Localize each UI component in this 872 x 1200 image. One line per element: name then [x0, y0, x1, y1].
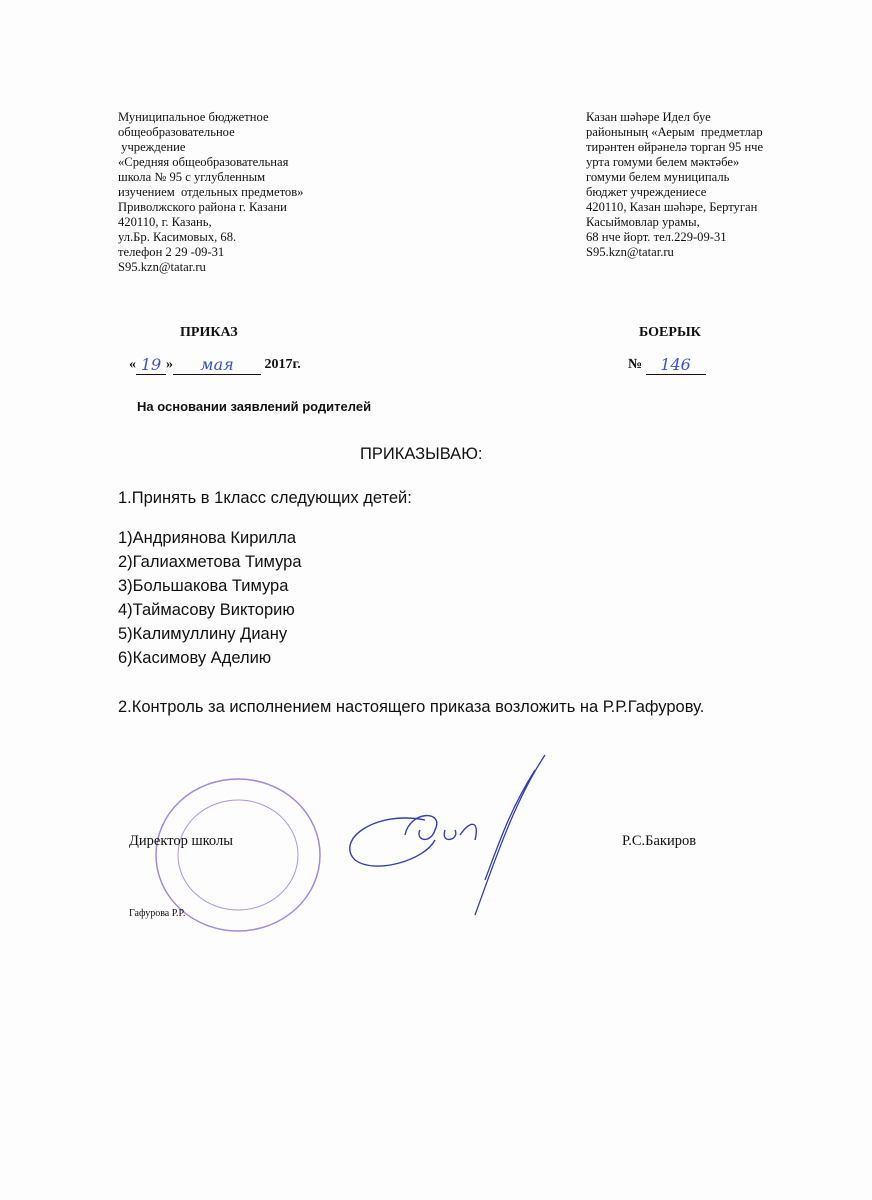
order-number — [628, 355, 706, 375]
list-item: 1)Андриянова Кирилла — [118, 529, 297, 547]
header-left-line: телефон 2 29 -09-31 — [118, 245, 225, 259]
item-1: 1.Принять в 1класс следующих детей: — [118, 489, 412, 507]
header-left-line: учреждение — [118, 140, 186, 154]
list-item: 5)Калимуллину Диану — [118, 625, 288, 643]
header-left-line: S95.kzn@tatar.ru — [118, 260, 206, 274]
header-left-block — [118, 110, 303, 275]
header-left-line: «Средняя общеобразовательная — [118, 155, 289, 169]
date-year: 2017г. — [264, 357, 301, 372]
header-right-line: 420110, Казан шәһәре, Бертуган — [586, 200, 758, 214]
header-right-line: тирәнтен өйрәнелә торган 95 нче — [586, 140, 764, 154]
header-right-line: Касыймовлар урамы, — [586, 215, 700, 229]
date-day: 19 — [136, 356, 166, 375]
signature-name: Р.С.Бакиров — [622, 833, 697, 849]
header-right-line: Казан шәһәре Идел буе — [586, 110, 711, 124]
order-date — [129, 355, 301, 375]
basis-text: На основании заявлений родителей — [137, 399, 372, 414]
quote: « — [129, 357, 136, 372]
number-value: 146 — [646, 356, 706, 375]
order-word: ПРИКАЗЫВАЮ: — [360, 445, 483, 463]
item-2: 2.Контроль за исполнением настоящего приказа возложить на Р.Р.Гафурову. — [118, 698, 705, 716]
list-item: 4)Таймасову Викторию — [118, 601, 295, 619]
header-right-line: районының «Аерым предметлар — [586, 125, 763, 139]
header-right-line: бюджет учреждениесе — [586, 185, 707, 199]
header-left-line: общеобразовательное — [118, 125, 235, 139]
list-item: 2)Галиахметова Тимура — [118, 553, 302, 571]
header-left-line: 420110, г. Казань, — [118, 215, 212, 229]
list-item: 6)Касимову Аделию — [118, 649, 272, 667]
title-boeryk: БОЕРЫК — [639, 325, 701, 340]
header-right-line: гомуми белем муниципаль — [586, 170, 730, 184]
header-left-line: ул.Бр. Касимовых, 68. — [118, 230, 237, 244]
header-right-block — [586, 110, 763, 260]
header-left-line: изучением отдельных предметов» — [118, 185, 304, 199]
header-right-line: урта гомуми белем мәктәбе» — [586, 155, 740, 169]
header-right-line: 68 нче йорт. тел.229-09-31 — [586, 230, 727, 244]
signature-mark — [335, 750, 565, 920]
children-list — [118, 526, 302, 670]
title-prikaz: ПРИКАЗ — [180, 325, 238, 340]
header-left-line: Приволжского района г. Казани — [118, 200, 287, 214]
signature-position: Директор школы — [129, 833, 233, 849]
number-label: № — [628, 357, 643, 372]
header-left-line: школа № 95 с углубленным — [118, 170, 266, 184]
header-left-line: Муниципальное бюджетное — [118, 110, 269, 124]
date-month: мая — [173, 356, 261, 375]
header-right-line: S95.kzn@tatar.ru — [586, 245, 674, 259]
quote: » — [166, 357, 173, 372]
list-item: 3)Большакова Тимура — [118, 577, 289, 595]
executor-name: Гафурова Р.Р. — [129, 908, 186, 919]
